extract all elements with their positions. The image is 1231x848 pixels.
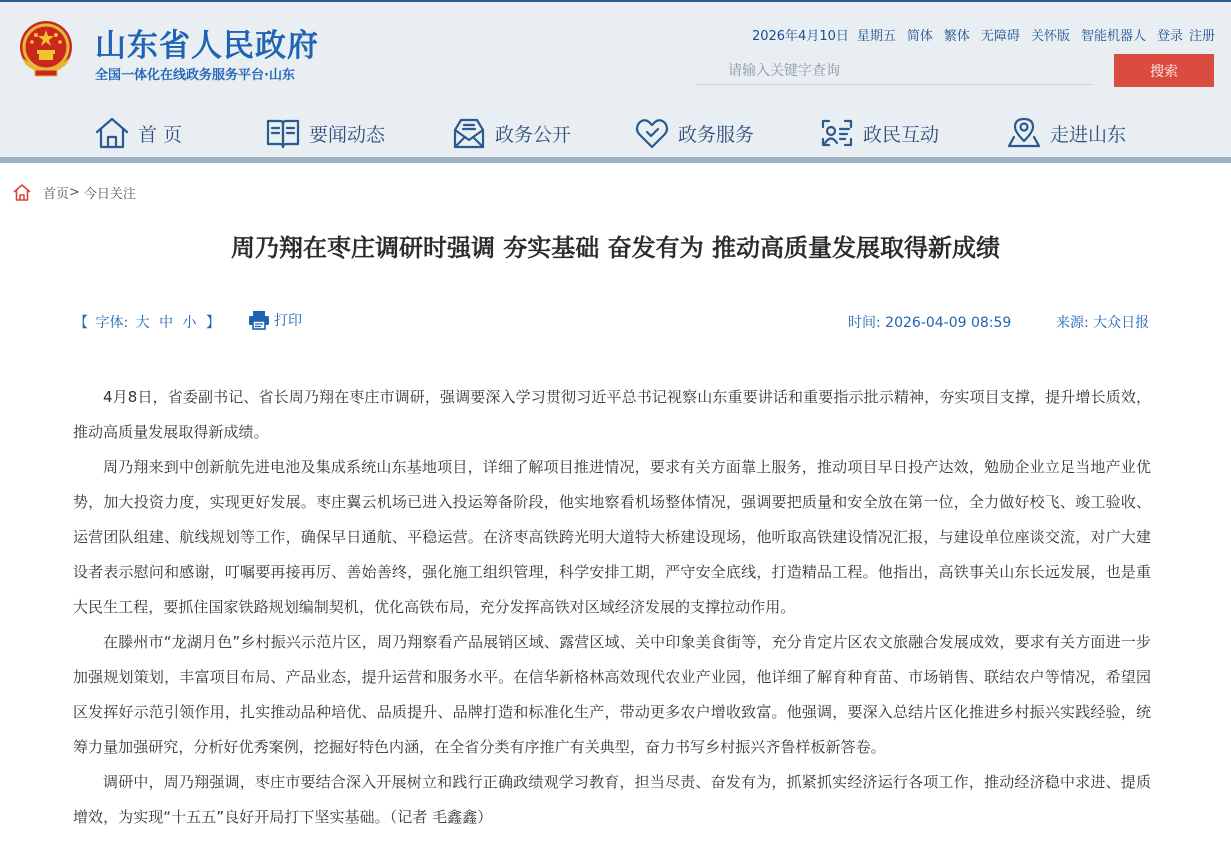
font-size-control [74, 312, 223, 332]
interaction-icon [819, 115, 855, 151]
time-label: 时间: [848, 315, 881, 331]
nav-item-home[interactable] [94, 110, 182, 156]
nav-label: 政务公开 [495, 123, 572, 146]
font-ctrl-close-bracket: 】 [205, 315, 220, 331]
header-divider [0, 157, 1231, 163]
font-ctrl-open-bracket: 【 [74, 315, 88, 331]
home-icon [94, 115, 130, 151]
print-label: 打印 [274, 313, 302, 329]
time-value: 2026-04-09 08:59 [885, 315, 1012, 331]
publish-source [1056, 312, 1149, 332]
source-value: 大众日报 [1093, 315, 1150, 331]
publish-time [848, 312, 1011, 332]
inbox-icon [451, 115, 487, 151]
font-size-medium[interactable]: 中 [159, 315, 174, 331]
location-icon [1006, 115, 1042, 151]
breadcrumb [13, 183, 136, 201]
font-size-large[interactable]: 大 [135, 315, 150, 331]
nav-label: 走进山东 [1050, 123, 1127, 146]
article-paragraph: 周乃翔来到中创新航先进电池及集成系统山东基地项目，详细了解项目推进情况，要求有关方面靠上服务，推动项目早日投产达效，勉励企业立足当地产业优势，加大投资力度，实现更好发展。枣庄翼云机场已进入投运筹备阶段，他实地察看机场整体情况，强调要把质量和安全放在第一位，全力做好校飞、竣工验收、运营团队组建、航线规划等工作，确保早日通航、平稳运营。在济枣高铁跨光明大道特大桥建设现场，他听取高铁建设情况汇报，与建设单位座谈交流，对广大建设者表示慰问和感谢，叮嘱要再接再厉、善始善终，强化施工组织管理，科学安排工期，严守安全底线，打造精品工程。他指出，高铁事关山东长远发展，也是重大民生工程，要抓住国家铁路规划编制契机，优化高铁布局，充分发挥高铁对区域经济发展的支撑拉动作用。 [73, 458, 1151, 616]
traditional-link[interactable]: 繁体 [943, 29, 970, 44]
font-size-small[interactable]: 小 [182, 315, 197, 331]
breadcrumb-separator: > [69, 184, 80, 200]
article-paragraph: 调研中，周乃翔强调，枣庄市要结合深入开展树立和践行正确政绩观学习教育，担当尽责、奋发有为，抓紧抓实经济运行各项工作，推动经济稳中求进、提质增效，为实现“十五五”良好开局打下坚实基础。（记者 毛鑫鑫） [73, 773, 1151, 826]
simplified-link[interactable]: 简体 [906, 29, 933, 44]
breadcrumb-current[interactable]: 今日关注 [83, 186, 136, 202]
main-nav [0, 110, 1231, 156]
search-input[interactable] [695, 57, 1093, 85]
nav-item-gov-open[interactable] [451, 110, 571, 156]
accessible-link[interactable]: 无障碍 [980, 29, 1020, 44]
site-header [0, 0, 1231, 160]
nav-item-news[interactable] [265, 110, 385, 156]
font-ctrl-label: 字体: [95, 315, 129, 331]
search-button[interactable]: 搜索 [1114, 54, 1214, 87]
article-paragraph: 在滕州市“龙湖月色”乡村振兴示范片区，周乃翔察看产品展销区域、露营区域、关中印象美食街等，充分肯定片区农文旅融合发展成效，要求有关方面进一步加强规划策划，丰富项目布局、产品业态，提升运营和服务水平。在信华新格林高效现代农业产业园，他详细了解育种育苗、市场销售、联结农户等情况，希望园区发挥好示范引领作用，扎实推动品种培优、品质提升、品牌打造和标准化生产，带动更多农户增收致富。他强调，要深入总结片区化推进乡村振兴实践经验，统筹力量加强研究，分析好优秀案例，挖掘好特色内涵，在全省分类有序推广有关典型，奋力书写乡村振兴齐鲁样板新答卷。 [73, 633, 1151, 756]
breadcrumb-home-link[interactable]: 首页 [43, 186, 70, 202]
article-paragraph: 4月8日，省委副书记、省长周乃翔在枣庄市调研，强调要深入学习贯彻习近平总书记视察山东重要讲话和重要指示批示精神，夯实项目支撑，提升增长质效，推动高质量发展取得新成绩。 [73, 388, 1151, 441]
home-icon [13, 184, 31, 201]
source-label: 来源: [1056, 315, 1089, 331]
login-link[interactable]: 登录 [1156, 29, 1183, 44]
article-meta [0, 312, 1231, 332]
nav-label: 政务服务 [678, 123, 755, 146]
article-title: 周乃翔在枣庄调研时强调 夯实基础 奋发有为 推动高质量发展取得新成绩 [230, 234, 1001, 262]
nav-label: 首 页 [138, 123, 183, 146]
robot-link[interactable]: 智能机器人 [1080, 29, 1146, 44]
national-emblem-icon[interactable] [15, 18, 77, 82]
nav-label: 政民互动 [863, 123, 940, 146]
book-icon [265, 115, 301, 151]
nav-item-about[interactable] [1006, 110, 1126, 156]
top-links [752, 25, 1215, 44]
article-body [73, 380, 1151, 835]
print-button[interactable] [248, 310, 302, 330]
nav-item-interaction[interactable] [819, 110, 939, 156]
printer-icon [248, 310, 270, 330]
heart-icon [634, 115, 670, 151]
nav-label: 要闻动态 [309, 123, 386, 146]
nav-item-gov-service[interactable] [634, 110, 754, 156]
site-subtitle[interactable]: 全国一体化在线政务服务平台·山东 [95, 68, 295, 83]
site-title[interactable]: 山东省人民政府 [95, 28, 319, 64]
register-link[interactable]: 注册 [1188, 29, 1215, 44]
current-date: 2026年4月10日 [751, 29, 849, 44]
current-weekday: 星期五 [856, 29, 896, 44]
elderly-mode-link[interactable]: 关怀版 [1030, 29, 1070, 44]
